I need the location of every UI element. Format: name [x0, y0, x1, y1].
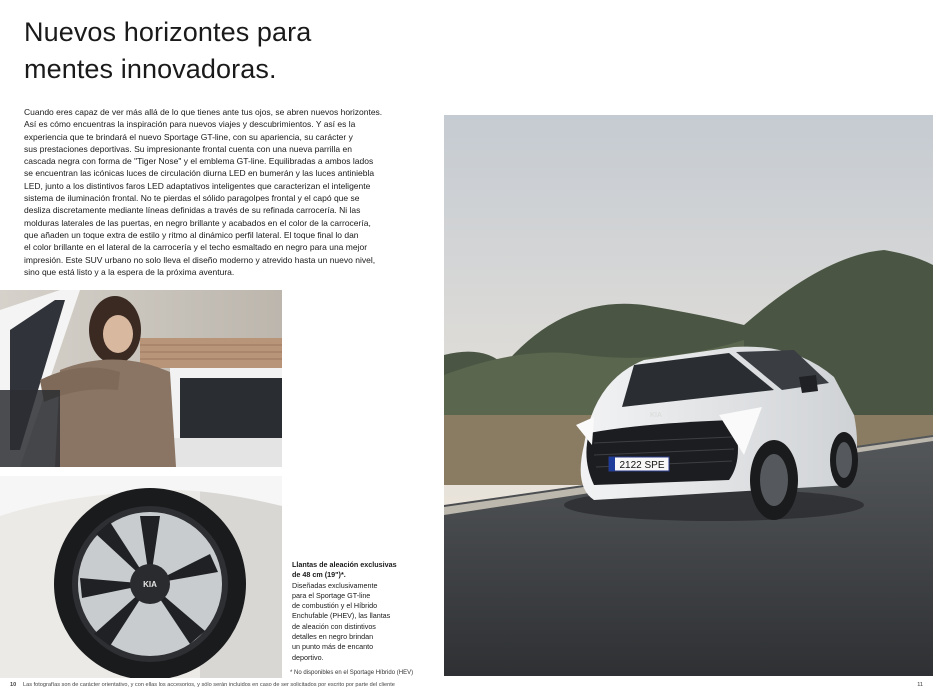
body-line: cascada negra con forma de "Tiger Nose" y el emblema GT-line. Equilibradas a ambos lados: [24, 156, 374, 167]
body-line: que añaden un toque extra de estilo y ritmo al dinámico perfil lateral. El toque final lo dan: [24, 229, 359, 240]
license-plate: 2122 SPE: [619, 460, 665, 471]
caption-line: para el Sportage GT-line: [292, 590, 371, 600]
caption-line: deportivo.: [292, 652, 324, 662]
page-number-right: 11: [917, 682, 923, 688]
body-line: LED, junto a los distintivos faros LED adaptativos inteligentes que caracterizan el inteligente: [24, 180, 371, 191]
page-footer: [0, 682, 933, 692]
wheel-logo: KIA: [143, 580, 157, 589]
body-line: sistema de iluminación frontal. No te pierdas el sólido paragolpes frontal y el capó que se: [24, 193, 360, 204]
caption-line: de combustión y el Híbrido: [292, 601, 378, 611]
body-line: Así es cómo encuentras la inspiración para nuevos viajes y descubrimientos. Y así es la: [24, 119, 356, 130]
body-line: el color brillante en el lateral de la carrocería y el techo esmaltado en negro para una mejor: [24, 242, 368, 253]
page-headline: [24, 14, 311, 88]
body-line: se encuentran las icónicas luces de circulación diurna LED en bumerán y las luces antiniebla: [24, 168, 375, 179]
body-line: Cuando eres capaz de ver más allá de lo que tienes ante tus ojos, se abren nuevos horizontes.: [24, 107, 383, 117]
footnote: * No disponibles en el Sportage Híbrido (HEV): [290, 670, 414, 676]
body-line: molduras laterales de las puertas, en negro brillante y acabados en el color de la carrocería,: [24, 217, 371, 228]
caption-line: de aleación con distintivos: [292, 621, 376, 631]
wheel-caption: [292, 560, 404, 663]
body-line: experiencia que te brindará el nuevo Sportage GT-line, con su apariencia, su carácter y: [24, 131, 353, 142]
disclaimer: Las fotografías son de carácter orientativo, y con ellas los accesorios, y sólo serán incluidos en caso de ser solicitados por escrito por parte del cliente: [23, 682, 395, 688]
caption-title-line-2: de 48 cm (19")*.: [292, 570, 346, 580]
caption-line: Diseñadas exclusivamente: [292, 580, 378, 590]
body-line: sino que está listo y a la espera de la próxima aventura.: [24, 266, 235, 277]
caption-title-line-1: Llantas de aleación exclusivas: [292, 560, 397, 569]
headline-line-1: Nuevos horizontes para: [24, 17, 312, 47]
body-line: impresión. Este SUV urbano no solo lleva el diseño moderno y atrevido hasta un nuevo nivel,: [24, 254, 376, 265]
caption-line: un punto más de encanto: [292, 642, 374, 652]
grille-logo: KIA: [649, 412, 663, 419]
caption-line: Enchufable (PHEV), las llantas: [292, 611, 391, 621]
suv-on-road-photo: [444, 115, 933, 676]
body-paragraph: [24, 106, 424, 278]
body-line: sus prestaciones deportivas. Su impresionante frontal cuenta con una nueva parrilla en: [24, 143, 352, 154]
body-line: desliza discretamente mediante líneas definidas a través de su refinada carrocería. Ni las: [24, 205, 361, 216]
headline-line-2: mentes innovadoras.: [24, 54, 277, 84]
page-number-left: 10: [10, 682, 17, 688]
alloy-wheel-photo: [0, 476, 282, 678]
woman-car-door-photo: [0, 290, 282, 467]
caption-line: detalles en negro brindan: [292, 632, 374, 642]
